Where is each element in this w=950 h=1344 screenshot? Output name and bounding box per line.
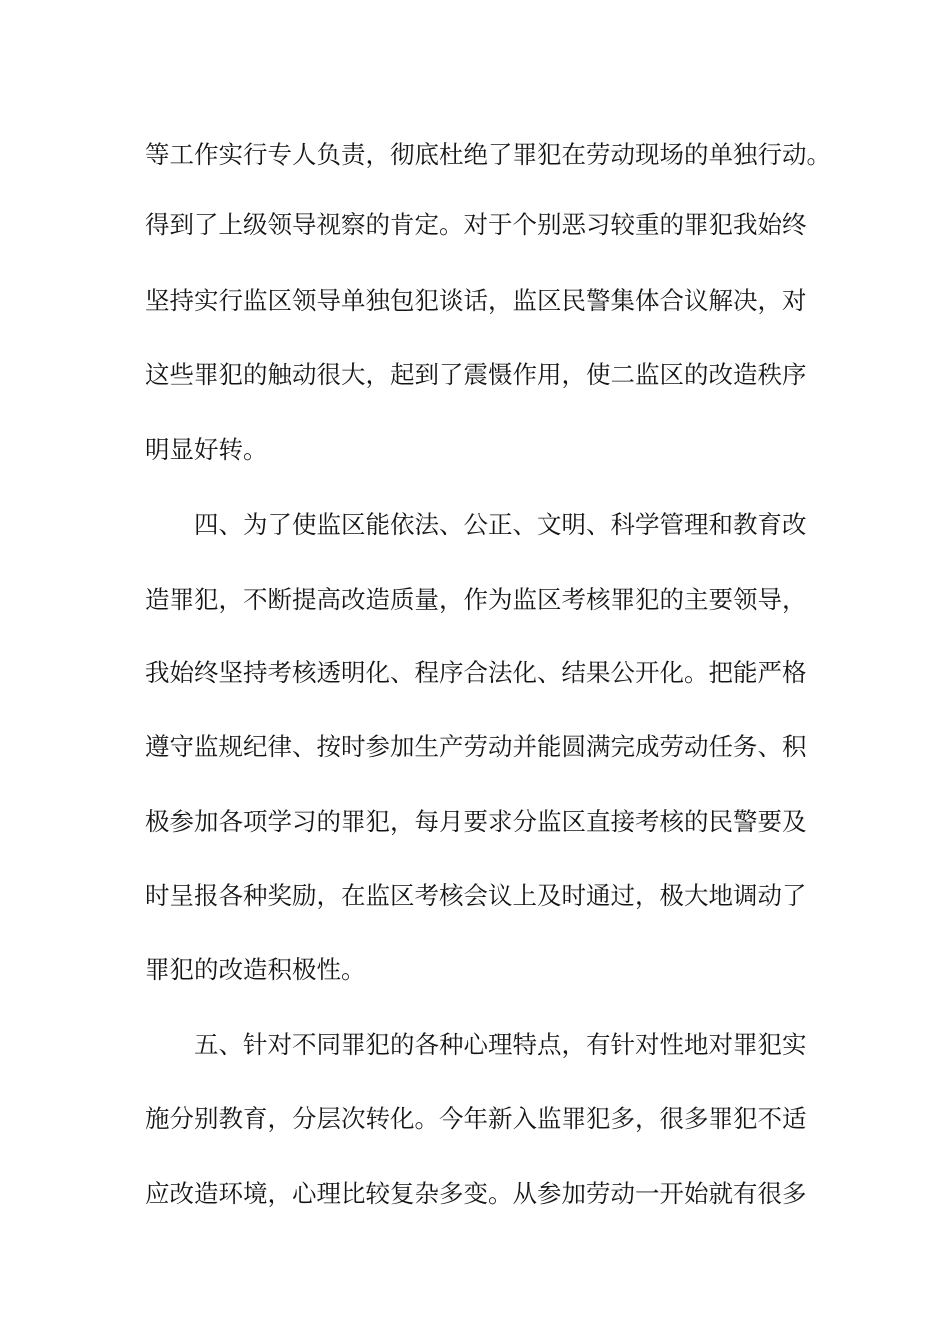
text-line: 施分别教育，分层次转化。今年新入监罪犯多，很多罪犯不适 <box>145 1104 807 1133</box>
text-line: 明显好转。 <box>145 435 268 464</box>
text-line: 造罪犯，不断提高改造质量，作为监区考核罪犯的主要领导， <box>145 585 807 614</box>
text-line: 我始终坚持考核透明化、程序合法化、结果公开化。把能严格 <box>145 658 807 687</box>
text-line: 极参加各项学习的罪犯，每月要求分监区直接考核的民警要及 <box>145 807 807 836</box>
text-line: 等工作实行专人负责，彻底杜绝了罪犯在劳动现场的单独行动。 <box>145 140 831 169</box>
text-line: 得到了上级领导视察的肯定。对于个别恶习较重的罪犯我始终 <box>145 210 807 239</box>
text-line: 坚持实行监区领导单独包犯谈话，监区民警集体合议解决，对 <box>145 286 807 315</box>
paragraph-first-line: 四、为了使监区能依法、公正、文明、科学管理和教育改 <box>194 510 807 539</box>
text-line: 时呈报各种奖励，在监区考核会议上及时通过，极大地调动了 <box>145 881 807 910</box>
text-line: 这些罪犯的触动很大，起到了震慑作用，使二监区的改造秩序 <box>145 360 807 389</box>
paragraph-first-line: 五、针对不同罪犯的各种心理特点，有针对性地对罪犯实 <box>194 1030 807 1059</box>
text-line: 遵守监规纪律、按时参加生产劳动并能圆满完成劳动任务、积 <box>145 732 807 761</box>
text-line: 罪犯的改造积极性。 <box>145 955 366 984</box>
text-line: 应改造环境，心理比较复杂多变。从参加劳动一开始就有很多 <box>145 1179 807 1208</box>
